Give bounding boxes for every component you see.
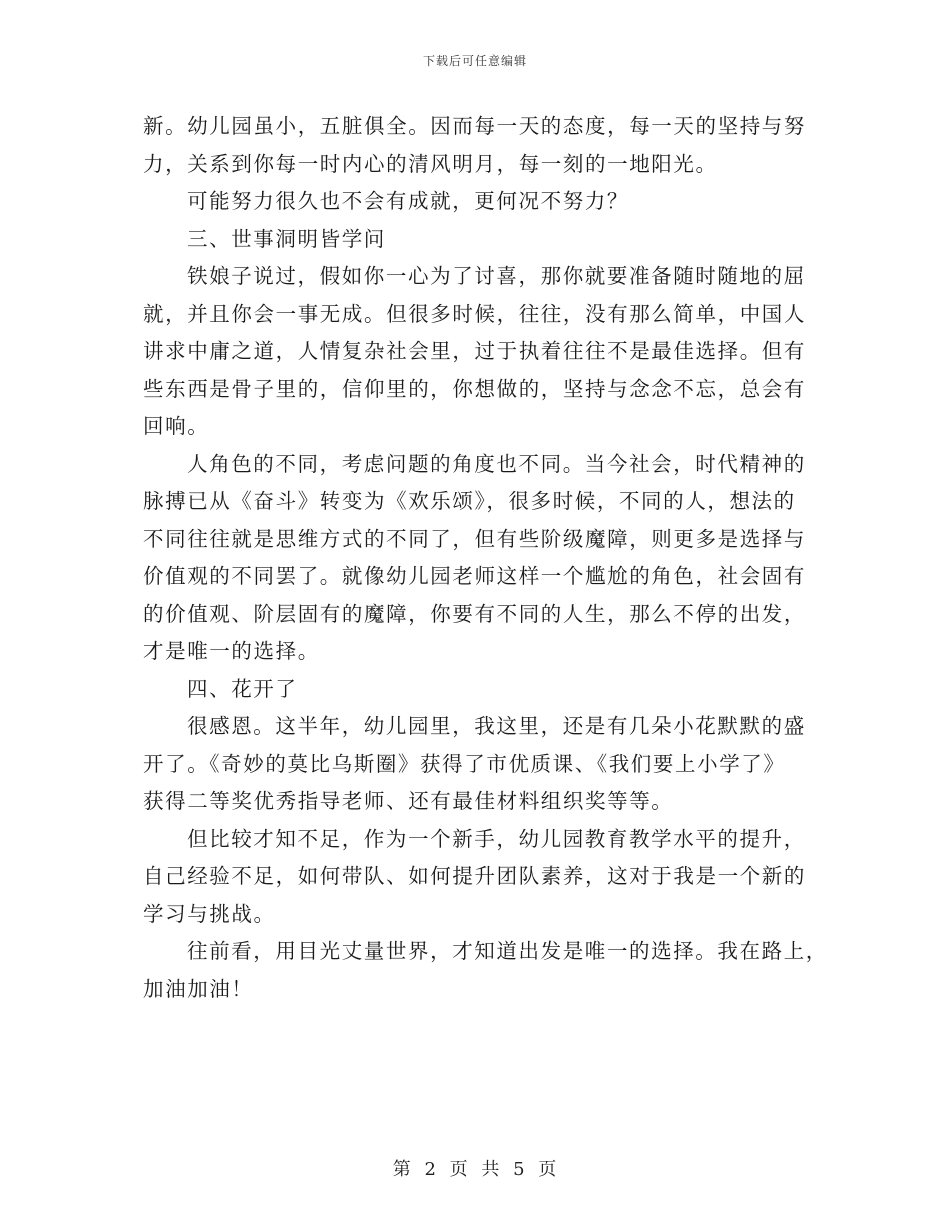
paragraph <box>143 446 809 671</box>
text-line: 加油加油！ <box>143 976 254 1001</box>
text-line: 人角色的不同，考虑问题的角度也不同。当今社会，时代精神的 <box>187 451 806 476</box>
document-body <box>143 108 828 1008</box>
paragraph <box>143 933 828 1008</box>
text-line: 就，并且你会一事无成。但很多时候，往往，没有那么简单，中国人 <box>143 301 806 326</box>
text-line: 脉搏已从《奋斗》转变为《欢乐颂》，很多时候，不同的人，想法的 <box>143 489 796 513</box>
text-line: 些东西是骨子里的，信仰里的，你想做的，坚持与念念不忘，总会有 <box>143 376 806 401</box>
text-line: 学习与挑战。 <box>143 901 276 926</box>
text-line: 但比较才知不足，作为一个新手，幼儿园教育教学水平的提升， <box>187 826 806 851</box>
text-line: 可能努力很久也不会有成就，更何况不努力？ <box>187 189 629 213</box>
text-line: 讲求中庸之道，人情复杂社会里，过于执着往往不是最佳选择。但有 <box>143 339 806 363</box>
section-heading <box>143 221 809 259</box>
text-line: 往前看，用目光丈量世界，才知道出发是唯一的选择。我在路上， <box>187 939 828 963</box>
text-line: 开了。《奇妙的莫比乌斯圈》获得了市优质课、《我们要上小学了》 <box>143 751 786 776</box>
section-heading <box>143 671 809 709</box>
paragraph <box>143 108 809 183</box>
text-line: 很感恩。这半年，幼儿园里，我这里，还是有几朵小花默默的盛 <box>187 714 806 738</box>
paragraph <box>143 708 809 821</box>
text-line: 力，关系到你每一时内心的清风明月，每一刻的一地阳光。 <box>143 151 718 176</box>
text-line: 不同往往就是思维方式的不同了，但有些阶级魔障，则更多是选择与 <box>143 526 806 551</box>
text-line: 铁娘子说过，假如你一心为了讨喜，那你就要准备随时随地的屈 <box>187 264 806 288</box>
text-line: 新。幼儿园虽小，五脏俱全。因而每一天的态度，每一天的坚持与努 <box>143 114 806 138</box>
text-line: 回响。 <box>143 414 210 438</box>
heading-text: 三、世事洞明皆学问 <box>187 226 386 251</box>
heading-text: 四、花开了 <box>187 676 298 701</box>
text-line: 价值观的不同罢了。就像幼儿园老师这样一个尴尬的角色，社会固有 <box>143 564 806 588</box>
paragraph <box>143 183 809 221</box>
text-line: 获得二等奖优秀指导老师、还有最佳材料组织奖等等。 <box>143 789 674 813</box>
text-line: 的价值观、阶层固有的魔障，你要有不同的人生，那么不停的出发， <box>143 601 806 626</box>
page-header: 下载后可任意编辑 <box>422 54 527 68</box>
paragraph <box>143 821 809 934</box>
paragraph <box>143 258 809 446</box>
text-line: 才是唯一的选择。 <box>143 639 320 663</box>
page-number-footer: 第 2 页 共 5 页 <box>392 1159 558 1180</box>
text-line: 自己经验不足，如何带队、如何提升团队素养，这对于我是一个新的 <box>143 864 806 888</box>
